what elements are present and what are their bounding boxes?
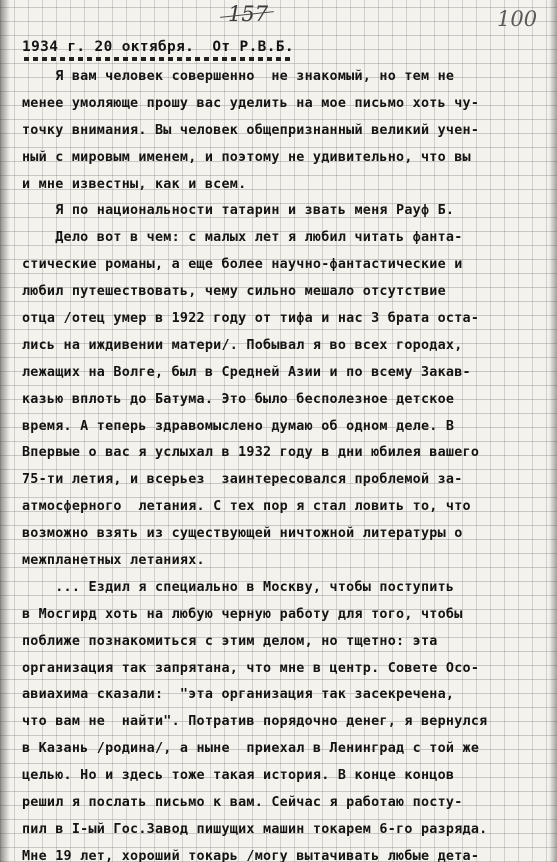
- text-line: лись на иждивении матери/. Побывал я во всех городах,: [22, 337, 463, 353]
- text-line: атмосферного летания. С тех пор я стал ловить то, что: [22, 499, 471, 515]
- text-line: решил я послать письмо к вам. Сейчас я работаю посту-: [22, 795, 463, 811]
- text-line: стические романы, а еще более научно-фантастические и: [22, 257, 463, 273]
- text-line: время. А теперь здравомыслено думаю об одном деле. В: [22, 418, 455, 434]
- text-line: лежащих на Волге, был в Средней Азии и по всему Закав-: [22, 364, 471, 380]
- text-line: пил в I-ый Гос.Завод пишущих машин токарем 6-го разряда.: [22, 821, 488, 837]
- text-line: в Казань /родина/, а ныне приехал в Ленинград с той же: [22, 741, 480, 757]
- text-line: в Мосгирд хоть на любую черную работу для того, чтобы: [22, 606, 463, 622]
- text-line: ный с мировым именем, и поэтому не удивительно, что вы: [22, 149, 471, 165]
- text-line: Впервые о вас я услыхал в 1932 году в дни юбилея вашего: [22, 445, 480, 461]
- text-line: ... Ездил я специально в Москву, чтобы поступить: [22, 579, 455, 595]
- archive-folio-number-right: 100: [497, 7, 538, 31]
- text-line: организация так запрятана, что мне в центр. Совете Осо-: [22, 660, 480, 676]
- text-line: менее умоляюще прошу вас уделить на мое письмо хоть чу-: [22, 95, 480, 111]
- text-line: межпланетных летаниях.: [22, 553, 205, 569]
- text-line: казью вплоть до Батума. Это было бесполезное детское: [22, 391, 455, 407]
- text-line: точку внимания. Вы человек общепризнанный великий учен-: [22, 122, 480, 138]
- text-line: отца /отец умер в 1922 году от тифа и нас 3 брата оста-: [22, 311, 480, 327]
- letter-body: [22, 36, 550, 862]
- letter-heading: 1934 г. 20 октября. От Р.В.Б.: [22, 39, 294, 55]
- text-line: Я по национальности татарин и звать меня Рауф Б.: [22, 203, 455, 219]
- text-line: Дело вот в чем: с малых лет я любил читать фанта-: [22, 230, 463, 246]
- text-line: что вам не найти". Потратив порядочно денег, я вернулся: [22, 714, 488, 730]
- text-line: авиахима сказали: "эта организация так засекречена,: [22, 687, 455, 703]
- text-line: поближе познакомиться с этим делом, но тщетно: эта: [22, 633, 438, 649]
- text-line: любил путешествовать, чему сильно мешало отсутствие: [22, 284, 446, 300]
- text-line: Я вам человек совершенно не знакомый, но тем не: [22, 69, 455, 84]
- text-line: Мне 19 лет, хороший токарь /могу вытачивать любые дета-: [22, 848, 480, 862]
- text-line: целью. Но и здесь тоже такая история. В конце концов: [22, 768, 455, 784]
- archive-folio-number-top: 157: [228, 2, 269, 26]
- text-line: 75-ти летия, и всерьез заинтересовался проблемой за-: [22, 472, 463, 488]
- text-line: возможно взять из существующей ничтожной литературы о: [22, 526, 463, 542]
- text-line: и мне известны, как и всем.: [22, 176, 247, 192]
